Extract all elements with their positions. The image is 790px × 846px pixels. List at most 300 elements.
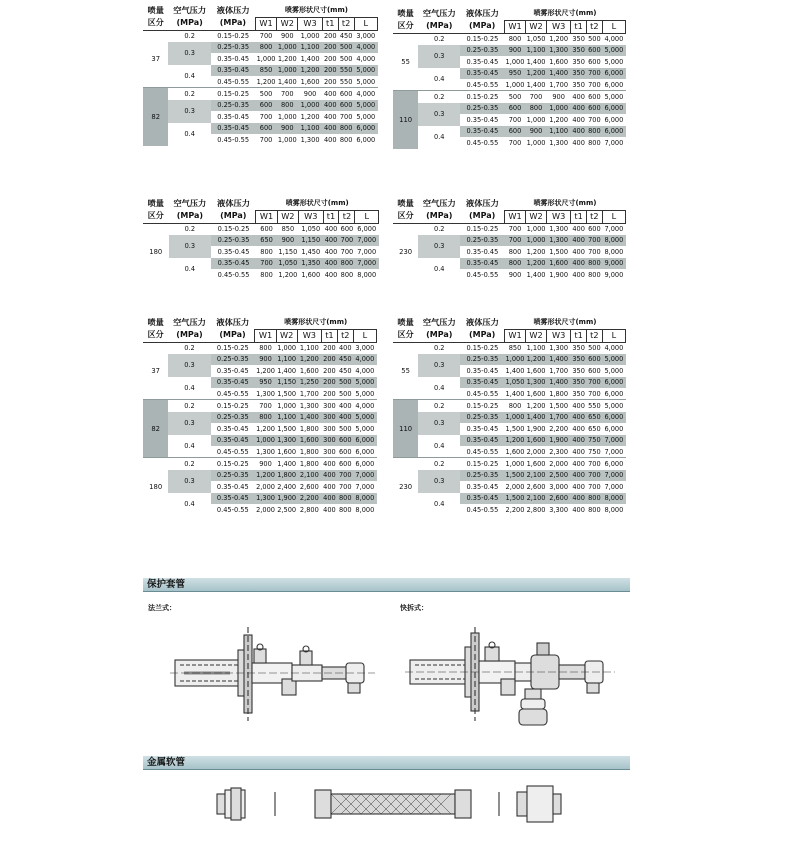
spray-value: 700 [340, 247, 354, 256]
flow-header: 喷量 [397, 8, 414, 19]
air-pressure-value: 0.4 [184, 265, 196, 274]
spray-value: 2,100 [526, 493, 547, 505]
spray-value: 350 [572, 389, 585, 398]
spray-value: 1,500 [504, 493, 525, 505]
spray-value: 350 [571, 68, 587, 80]
liquid-pressure-value: 0.35-0.45 [466, 424, 499, 433]
flow-value: 82 [143, 400, 168, 458]
spray-table-5 [143, 316, 377, 516]
liquid-pressure-value: 0.15-0.25 [216, 343, 249, 352]
spray-value: 1,500 [504, 470, 525, 482]
spray-value: 5,000 [354, 65, 377, 77]
spray-value: 600 [587, 103, 603, 115]
air-pressure-value: 0.4 [434, 133, 445, 142]
flow-value: 180 [143, 223, 169, 281]
spray-value: 800 [588, 505, 601, 514]
spray-value: 1,600 [297, 435, 321, 447]
spray-value: 350 [572, 34, 585, 43]
table-row [393, 223, 626, 235]
spray-value: 400 [571, 493, 587, 505]
spray-value: 900 [298, 88, 322, 100]
spray-value: 4,000 [604, 343, 624, 352]
spray-value: 4,000 [356, 54, 376, 63]
air-pressure-value: 0.2 [418, 91, 460, 103]
air-pressure-value: 0.2 [168, 400, 210, 412]
spray-value: 800 [508, 247, 522, 256]
spray-value: 400 [572, 482, 585, 491]
spray-value: 400 [572, 459, 585, 468]
spray-value: 400 [338, 401, 352, 410]
liquid-pressure-value: 0.25-0.35 [460, 45, 504, 57]
air-pressure-value: 0.3 [168, 354, 210, 377]
spray-value: 200 [322, 65, 338, 77]
spray-value: 900 [504, 45, 525, 57]
spray-value: 1,000 [526, 115, 546, 124]
spray-value: 400 [322, 493, 338, 505]
liquid-pressure-value: 0.35-0.45 [466, 57, 499, 66]
spray-value: 350 [572, 57, 585, 66]
flow-unit-header: 区分 [143, 329, 168, 342]
col-t1: t1 [322, 17, 338, 30]
liquid-pressure-value: 0.45-0.55 [217, 270, 250, 279]
spray-value: 1,500 [277, 424, 297, 433]
spray-value: 600 [338, 459, 352, 468]
spray-value: 550 [339, 77, 353, 86]
col-w3: W3 [298, 17, 322, 30]
table-row [143, 354, 377, 366]
quick-release-type-label: 快拆式： [400, 604, 428, 612]
table-row [393, 342, 626, 354]
air-pressure-value: 0.2 [168, 458, 210, 470]
spray-value: 1,900 [547, 435, 571, 447]
spray-value: 500 [504, 91, 525, 103]
spray-value: 500 [588, 34, 601, 43]
col-l: L [602, 329, 625, 342]
col-t1: t1 [571, 210, 587, 223]
spray-value: 900 [255, 458, 276, 470]
liquid-pressure-value: 0.25-0.35 [460, 354, 504, 366]
col-t1: t1 [322, 329, 338, 342]
spray-value: 300 [323, 447, 336, 456]
spray-value: 8,000 [602, 493, 625, 505]
spray-value: 8,000 [357, 270, 377, 279]
table-row [393, 45, 626, 57]
spray-value: 650 [588, 424, 601, 433]
spray-value: 400 [323, 482, 336, 491]
air-pressure-value: 0.2 [184, 224, 196, 233]
spray-value: 1,200 [549, 34, 569, 43]
spray-value: 400 [338, 343, 352, 352]
spray-value: 500 [588, 343, 601, 352]
spray-table-2 [393, 7, 626, 149]
spray-value: 1,050 [301, 224, 321, 233]
spray-value: 700 [337, 470, 353, 482]
liquid-pressure-value: 0.45-0.55 [216, 389, 249, 398]
spray-value: 1,250 [297, 377, 321, 389]
spray-value: 1,000 [526, 235, 547, 247]
spray-value: 2,000 [547, 458, 571, 470]
flow-value: 230 [393, 458, 418, 516]
spray-value: 700 [508, 224, 522, 233]
spray-value: 700 [588, 389, 601, 398]
spray-value: 850 [508, 343, 522, 352]
spray-value: 1,200 [549, 115, 569, 124]
spray-value: 300 [322, 435, 338, 447]
liquid-pressure-value: 0.45-0.55 [466, 80, 499, 89]
liquid-pressure-value: 0.45-0.55 [466, 447, 499, 456]
spray-value: 1,300 [549, 138, 569, 147]
table-row [393, 91, 626, 103]
liquid-pressure-value: 0.35-0.45 [460, 435, 504, 447]
col-t2: t2 [338, 17, 354, 30]
flow-header: 喷量 [147, 198, 164, 209]
spray-value: 6,000 [604, 115, 624, 124]
liquid-pressure-value: 0.35-0.45 [211, 123, 256, 135]
spray-value: 1,900 [526, 424, 546, 433]
spray-value: 1,100 [276, 354, 297, 366]
air-pressure-unit: (MPa) [418, 20, 460, 33]
spray-value: 950 [504, 68, 525, 80]
spray-value: 1,000 [256, 54, 276, 63]
table-row [143, 88, 378, 100]
liquid-pressure-value: 0.15-0.25 [217, 31, 250, 40]
table-row [143, 235, 379, 247]
liquid-pressure-value: 0.35-0.45 [466, 366, 499, 375]
liquid-pressure-value: 0.35-0.45 [211, 377, 255, 389]
air-pressure-value: 0.3 [169, 235, 212, 258]
liquid-pressure-value: 0.35-0.45 [216, 366, 249, 375]
spray-value: 1,600 [299, 366, 319, 375]
spray-value: 800 [339, 258, 355, 270]
spray-value: 300 [323, 424, 336, 433]
liquid-pressure-header: 液体压力 [216, 317, 250, 328]
spray-value: 350 [572, 343, 585, 352]
air-pressure-value: 0.3 [418, 470, 460, 493]
spray-table-4 [393, 197, 626, 281]
air-pressure-unit: (MPa) [169, 210, 212, 223]
col-w1: W1 [504, 210, 525, 223]
liquid-pressure-value: 0.35-0.45 [217, 54, 250, 63]
liquid-pressure-value: 0.15-0.25 [466, 34, 499, 43]
spray-value: 2,300 [549, 447, 569, 456]
spray-value: 450 [337, 354, 353, 366]
spray-value: 1,800 [299, 424, 319, 433]
flow-value: 82 [143, 88, 168, 146]
spray-value: 500 [337, 377, 353, 389]
liquid-pressure-value: 0.45-0.55 [217, 135, 250, 144]
flow-value: 180 [143, 458, 168, 516]
flow-unit-header: 区分 [393, 20, 418, 33]
spray-value: 8,000 [604, 505, 624, 514]
spray-value: 400 [323, 135, 337, 144]
spray-value: 1,300 [549, 343, 569, 352]
col-t2: t2 [337, 329, 353, 342]
col-w1: W1 [504, 20, 525, 33]
flow-value: 110 [393, 91, 418, 149]
liquid-pressure-value: 0.35-0.45 [211, 258, 256, 270]
spray-value: 500 [255, 88, 276, 100]
spray-value: 200 [322, 42, 338, 54]
col-l: L [354, 17, 377, 30]
spray-value: 1,600 [526, 389, 546, 398]
spray-value: 1,700 [549, 80, 569, 89]
table-row [393, 103, 626, 115]
col-w1: W1 [255, 17, 276, 30]
spray-value: 400 [572, 270, 585, 279]
spray-value: 3,000 [356, 31, 376, 40]
spray-value: 700 [504, 235, 525, 247]
spray-value: 800 [337, 493, 353, 505]
liquid-pressure-value: 0.35-0.45 [466, 482, 499, 491]
liquid-pressure-value: 0.45-0.55 [466, 270, 499, 279]
col-w2: W2 [526, 329, 547, 342]
spray-value: 6,000 [602, 377, 625, 389]
spray-value: 5,000 [604, 366, 624, 375]
table-row [143, 458, 377, 470]
air-pressure-value: 0.4 [434, 441, 445, 450]
spray-value: 1,400 [547, 354, 571, 366]
spray-value: 1,000 [505, 459, 525, 468]
spray-value: 700 [255, 400, 276, 412]
spray-value: 500 [338, 389, 352, 398]
air-pressure-value: 0.3 [418, 45, 460, 68]
spray-value: 2,800 [526, 505, 546, 514]
spray-value: 5,000 [355, 389, 375, 398]
col-t1: t1 [571, 329, 587, 342]
col-l: L [355, 210, 379, 223]
table-row [393, 493, 626, 505]
spray-value: 200 [323, 31, 337, 40]
spray-value: 1,600 [277, 447, 297, 456]
col-w3: W3 [547, 329, 571, 342]
liquid-pressure-value: 0.45-0.55 [466, 138, 499, 147]
spray-value: 2,100 [526, 470, 547, 482]
spray-value: 5,000 [353, 412, 376, 424]
col-w3: W3 [299, 210, 324, 223]
table-row [393, 412, 626, 424]
spray-value: 1,000 [504, 354, 525, 366]
spray-value: 1,200 [526, 247, 546, 256]
spray-value: 1,400 [297, 412, 321, 424]
spray-value: 7,000 [604, 482, 624, 491]
spray-value: 5,000 [353, 377, 376, 389]
liquid-pressure-value: 0.25-0.35 [211, 354, 255, 366]
spray-value: 800 [259, 343, 272, 352]
spray-value: 1,100 [298, 123, 322, 135]
spray-table-3 [143, 197, 379, 281]
liquid-pressure-value: 0.25-0.35 [460, 412, 504, 424]
liquid-pressure-value: 0.35-0.45 [217, 247, 250, 256]
col-t1: t1 [323, 210, 339, 223]
spray-value: 2,000 [505, 482, 525, 491]
spray-value: 1,000 [277, 135, 297, 144]
flow-header: 喷量 [397, 198, 414, 209]
spray-value: 1,200 [526, 354, 547, 366]
spray-value: 600 [260, 224, 273, 233]
spray-value: 400 [571, 258, 587, 270]
spray-value: 8,000 [355, 505, 375, 514]
spray-value: 1,200 [256, 366, 275, 375]
liquid-pressure-value: 0.45-0.55 [466, 389, 499, 398]
spray-value: 4,000 [604, 34, 624, 43]
spray-value: 600 [339, 89, 353, 98]
spray-value: 800 [508, 34, 522, 43]
col-t1: t1 [571, 20, 587, 33]
spray-value: 600 [338, 100, 354, 112]
spray-value: 1,300 [549, 224, 569, 233]
liquid-pressure-value: 0.25-0.35 [460, 470, 504, 482]
liquid-pressure-value: 0.25-0.35 [211, 42, 256, 54]
metal-hose-drawing [205, 782, 575, 826]
spray-value: 750 [588, 447, 601, 456]
spray-value: 1,150 [299, 235, 324, 247]
spray-value: 400 [337, 412, 353, 424]
spray-value: 800 [587, 126, 603, 138]
liquid-pressure-value: 0.25-0.35 [460, 103, 504, 115]
spray-value: 800 [338, 505, 352, 514]
table-row [393, 400, 626, 412]
spray-value: 1,600 [301, 270, 321, 279]
spray-value: 1,000 [300, 31, 320, 40]
spray-value: 1,500 [549, 247, 569, 256]
spray-value: 350 [572, 80, 585, 89]
liquid-pressure-value: 0.45-0.55 [216, 447, 249, 456]
spray-value: 6,000 [602, 68, 625, 80]
liquid-pressure-value: 0.15-0.25 [466, 224, 499, 233]
spray-value: 350 [571, 354, 587, 366]
spray-value: 5,000 [602, 45, 625, 57]
spray-value: 2,000 [256, 482, 275, 491]
spray-value: 1,700 [549, 366, 569, 375]
spray-value: 1,900 [549, 270, 569, 279]
spray-value: 1,200 [255, 470, 276, 482]
spray-value: 5,000 [602, 91, 625, 103]
liquid-pressure-header: 液体压力 [466, 317, 499, 328]
table-row [143, 42, 378, 54]
spray-value: 2,600 [547, 493, 571, 505]
liquid-pressure-value: 0.35-0.45 [460, 68, 504, 80]
liquid-pressure-value: 0.15-0.25 [460, 458, 504, 470]
table-row [143, 100, 378, 112]
spray-value: 600 [588, 224, 601, 233]
spray-value: 800 [526, 103, 547, 115]
liquid-pressure-unit: (MPa) [460, 210, 504, 223]
liquid-pressure-unit: (MPa) [211, 210, 256, 223]
spray-value: 1,000 [526, 224, 546, 233]
col-t2: t2 [587, 329, 603, 342]
spray-value: 300 [323, 401, 336, 410]
spray-value: 850 [255, 65, 276, 77]
spray-value: 350 [572, 366, 585, 375]
spray-value: 400 [323, 505, 336, 514]
spray-value: 600 [587, 45, 603, 57]
spray-value: 950 [255, 377, 276, 389]
liquid-pressure-value: 0.35-0.45 [460, 377, 504, 389]
liquid-pressure-header: 液体压力 [466, 198, 499, 209]
spray-value: 400 [572, 224, 585, 233]
spray-value: 400 [324, 270, 338, 279]
flow-value: 230 [393, 223, 418, 281]
air-pressure-header: 空气压力 [422, 317, 456, 328]
table-row [143, 258, 379, 270]
liquid-pressure-value: 0.45-0.55 [217, 77, 250, 86]
spray-value: 400 [571, 470, 587, 482]
spray-value: 700 [526, 91, 547, 103]
spray-value: 900 [255, 354, 276, 366]
liquid-pressure-value: 0.35-0.45 [466, 247, 499, 256]
col-w3: W3 [297, 329, 321, 342]
flow-value: 110 [393, 400, 418, 458]
spray-value: 800 [277, 100, 298, 112]
spray-value: 8,000 [353, 493, 376, 505]
air-pressure-value: 0.2 [168, 88, 210, 100]
liquid-pressure-value: 0.25-0.35 [460, 235, 504, 247]
col-t2: t2 [339, 210, 355, 223]
spray-value: 700 [338, 482, 352, 491]
air-pressure-value: 0.4 [434, 383, 445, 392]
spray-value: 200 [322, 377, 338, 389]
spray-value: 400 [572, 505, 585, 514]
spray-value: 700 [587, 68, 603, 80]
spray-value: 700 [588, 80, 601, 89]
spray-shape-header: 喷雾形状尺寸(mm) [533, 8, 597, 17]
spray-value: 1,150 [278, 247, 298, 256]
spray-value: 1,200 [526, 68, 547, 80]
spray-value: 600 [255, 123, 276, 135]
spray-value: 2,500 [547, 470, 571, 482]
spray-value: 7,000 [604, 138, 624, 147]
col-w1: W1 [504, 329, 525, 342]
spray-value: 1,300 [255, 493, 276, 505]
table-row [393, 458, 626, 470]
spray-value: 300 [322, 412, 338, 424]
air-pressure-value: 0.4 [434, 265, 445, 274]
spray-value: 1,600 [526, 459, 546, 468]
col-w3: W3 [547, 20, 571, 33]
col-t2: t2 [587, 210, 603, 223]
spray-value: 2,000 [526, 447, 546, 456]
spray-value: 500 [338, 424, 352, 433]
liquid-pressure-value: 0.25-0.35 [211, 235, 256, 247]
spray-value: 800 [588, 270, 601, 279]
spray-value: 1,300 [547, 235, 571, 247]
air-pressure-value: 0.3 [418, 103, 460, 126]
spray-table-1 [143, 4, 378, 146]
spray-value: 650 [587, 412, 603, 424]
spray-value: 1,000 [547, 103, 571, 115]
liquid-pressure-value: 0.35-0.45 [216, 482, 249, 491]
spray-value: 1,700 [547, 412, 571, 424]
air-pressure-value: 0.3 [418, 354, 460, 377]
spray-value: 800 [587, 258, 603, 270]
spray-value: 600 [504, 103, 525, 115]
spray-value: 1,400 [277, 366, 297, 375]
spray-value: 1,400 [505, 389, 525, 398]
col-w2: W2 [277, 210, 298, 223]
table-row [143, 435, 377, 447]
spray-value: 550 [588, 401, 601, 410]
spray-value: 1,100 [526, 343, 546, 352]
liquid-pressure-value: 0.25-0.35 [211, 412, 255, 424]
flow-value: 37 [143, 342, 168, 400]
spray-value: 400 [322, 123, 338, 135]
spray-value: 450 [338, 366, 352, 375]
spray-value: 400 [571, 126, 587, 138]
spray-value: 700 [259, 112, 273, 121]
spray-value: 400 [323, 235, 339, 247]
spray-value: 1,300 [276, 435, 297, 447]
col-w1: W1 [255, 329, 276, 342]
